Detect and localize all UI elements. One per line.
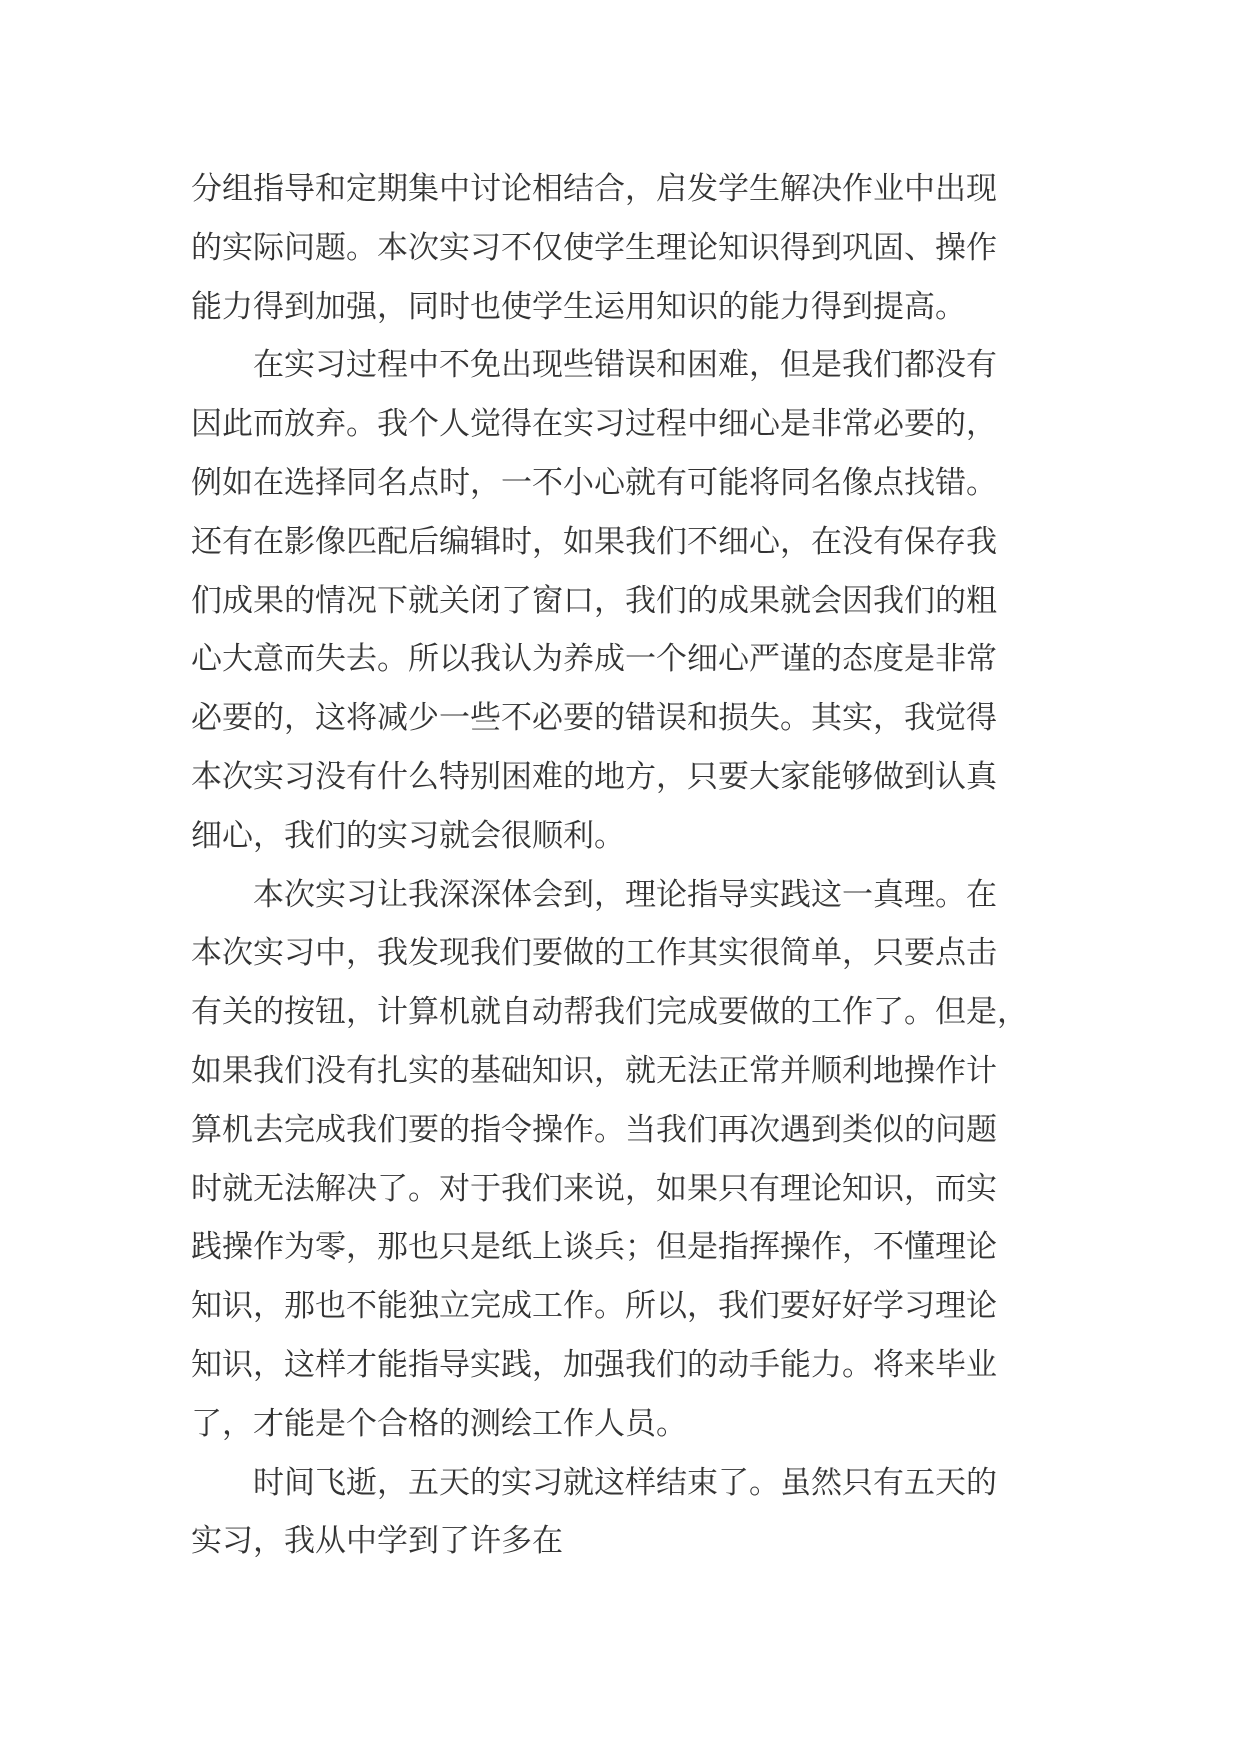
text-line: 心大意而失去。所以我认为养成一个细心严谨的态度是非常 [191, 641, 997, 678]
text-line: 细心，我们的实习就会很顺利。 [191, 817, 625, 854]
text-line: 的实际问题。本次实习不仅使学生理论知识得到巩固、操作 [191, 229, 997, 266]
text-line: 们成果的情况下就关闭了窗口，我们的成果就会因我们的粗 [191, 582, 997, 619]
text-line: 能力得到加强，同时也使学生运用知识的能力得到提高。 [191, 288, 966, 325]
text-line: 在实习过程中不免出现些错误和困难，但是我们都没有 [253, 347, 997, 384]
text-line: 分组指导和定期集中讨论相结合，启发学生解决作业中出现 [191, 171, 997, 207]
text-line: 如果我们没有扎实的基础知识，就无法正常并顺利地操作计 [191, 1052, 997, 1089]
text-line: 因此而放弃。我个人觉得在实习过程中细心是非常必要的， [191, 406, 997, 443]
text-line: 本次实习让我深深体会到，理论指导实践这一真理。在 [253, 876, 997, 913]
text-line: 实习，我从中学到了许多在 [191, 1523, 563, 1560]
text-line: 了，才能是个合格的测绘工作人员。 [191, 1405, 687, 1442]
text-line: 有关的按钮，计算机就自动帮我们完成要做的工作了。但是， [191, 994, 1028, 1031]
text-line: 必要的，这将减少一些不必要的错误和损失。其实，我觉得 [191, 700, 997, 737]
text-line: 时间飞逝，五天的实习就这样结束了。虽然只有五天的 [253, 1464, 997, 1501]
text-line: 践操作为零，那也只是纸上谈兵；但是指挥操作，不懂理论 [191, 1229, 997, 1266]
text-line: 本次实习中，我发现我们要做的工作其实很简单，只要点击 [191, 935, 997, 972]
text-line: 知识，这样才能指导实践，加强我们的动手能力。将来毕业 [191, 1346, 997, 1383]
body-text [191, 160, 1061, 1571]
text-line: 知识，那也不能独立完成工作。所以，我们要好好学习理论 [191, 1288, 997, 1325]
text-line: 算机去完成我们要的指令操作。当我们再次遇到类似的问题 [191, 1111, 997, 1148]
text-line: 本次实习没有什么特别困难的地方，只要大家能够做到认真 [191, 758, 997, 795]
text-line: 例如在选择同名点时，一不小心就有可能将同名像点找错。 [191, 464, 997, 501]
text-line: 时就无法解决了。对于我们来说，如果只有理论知识，而实 [191, 1170, 997, 1207]
text-line: 还有在影像匹配后编辑时，如果我们不细心，在没有保存我 [191, 523, 997, 560]
